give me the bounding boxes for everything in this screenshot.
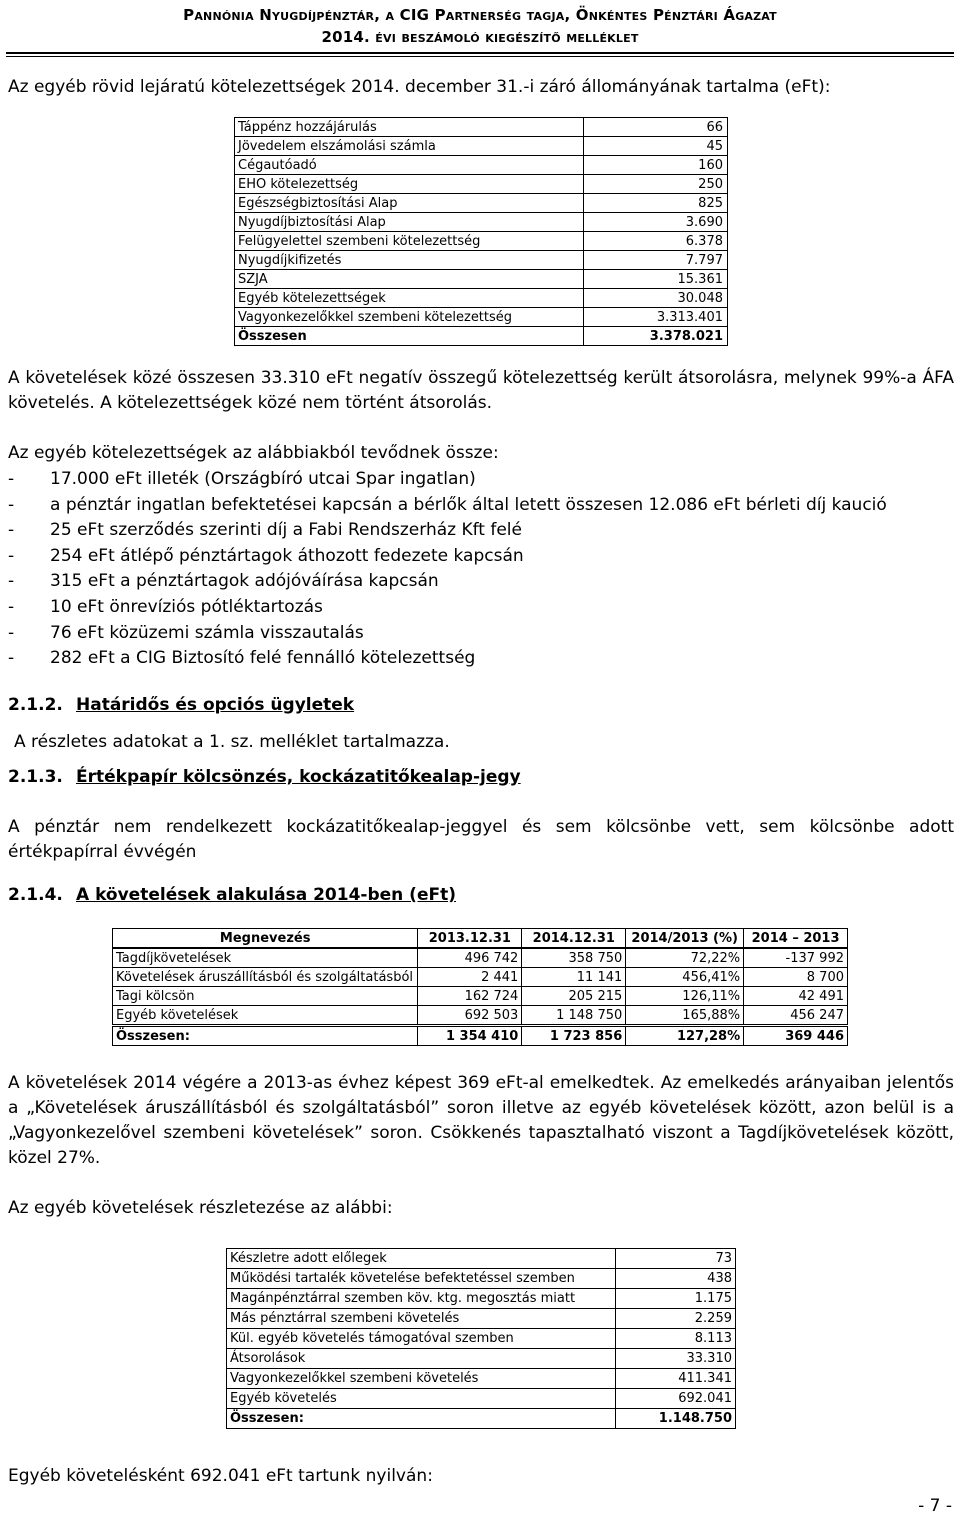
row-value: 33.310 [616,1349,736,1369]
row-value: 45 [584,137,728,156]
row-label: EHO kötelezettség [235,175,584,194]
section-title: A követelések alakulása 2014-ben (eFt) [76,885,456,905]
list-item-text: 254 eFt átlépő pénztártagok áthozott fedezete kapcsán [50,545,524,566]
table-cell: 456,41% [626,968,744,987]
row-value: 250 [584,175,728,194]
list-item-text: 282 eFt a CIG Biztosító felé fennálló kötelezettség [50,648,476,669]
table-row [227,1289,736,1309]
closing-text: Egyéb követelésként 692.041 eFt tartunk nyilván: [8,1466,433,1486]
row-label: Működési tartalék követelése befektetéssel szemben [227,1269,616,1289]
row-value: 1.175 [616,1289,736,1309]
row-label: Egyéb kötelezettségek [235,289,584,308]
table-cell: Tagi kölcsön [113,987,418,1006]
table-row [235,270,728,289]
row-label: Vagyonkezelőkkel szembeni kötelezettség [235,308,584,327]
row-label: Táppénz hozzájárulás [235,118,584,137]
header-divider [6,52,954,54]
table-row [227,1389,736,1409]
list-dash: - [8,648,15,669]
other-receivables-intro: Az egyéb követelések részletezése az alábbi: [8,1198,393,1218]
header-title: Pannónia Nyugdíjpénztár, a CIG Partnerség tagja, Önkéntes Pénztári Ágazat [183,6,777,24]
table-row [235,289,728,308]
row-value: 15.361 [584,270,728,289]
total-label: Összesen: [227,1409,616,1429]
row-value: 411.341 [616,1369,736,1389]
section-title: Értékpapír kölcsönzés, kockázatitőkealap-jegy [76,767,521,787]
row-value: 66 [584,118,728,137]
row-label: SZJA [235,270,584,289]
total-cell: Összesen: [113,1026,418,1046]
table-row [235,213,728,232]
total-label: Összesen [235,327,584,346]
list-item-text: 76 eFt közüzemi számla visszautalás [50,622,364,643]
table-cell: Követelések áruszállításból és szolgáltatásból [113,968,418,987]
list-dash: - [8,622,15,643]
list-dash: - [8,494,15,515]
column-header: 2014.12.31 [522,929,626,949]
table-row [113,968,848,987]
column-header: Megnevezés [113,929,418,949]
row-value: 3.690 [584,213,728,232]
row-value: 73 [616,1249,736,1269]
list-dash: - [8,520,15,541]
total-cell: 1 723 856 [522,1026,626,1046]
section-2-1-3-text: A pénztár nem rendelkezett kockázatitőkealap-jeggyel és sem kölcsönbe vett, sem kölcsönbe adott értékpapírral évvégén [8,817,954,862]
total-cell: 1 354 410 [418,1026,522,1046]
row-label: Átsorolások [227,1349,616,1369]
table-row [113,987,848,1006]
section-2-1-2-text: A részletes adatokat a 1. sz. melléklet tartalmazza. [14,732,450,752]
row-value: 160 [584,156,728,175]
total-value: 3.378.021 [584,327,728,346]
table-row [235,137,728,156]
receivables-paragraph: A követelések 2014 végére a 2013-as évhez képest 369 eFt-al emelkedtek. Az emelkedés arányaiban jelentős a „Követelések áruszállításból és szolgáltatásból” soron illetve az egyéb követelések között, azon belül is a „Vagyonkezelővel szembeni követelések” soron. Csökkenés tapasztalható viszont a Tagdíjkövetelések között, közel 27%. [8,1073,954,1168]
table-row [227,1249,736,1269]
section-number: 2.1.4. [8,885,63,905]
row-label: Cégautóadó [235,156,584,175]
section-number: 2.1.2. [8,695,63,715]
table-row [235,308,728,327]
row-label: Készletre adott előlegek [227,1249,616,1269]
table-cell: 42 491 [744,987,848,1006]
total-row [235,327,728,346]
row-label: Egészségbiztosítási Alap [235,194,584,213]
row-value: 825 [584,194,728,213]
table-cell: 126,11% [626,987,744,1006]
row-value: 3.313.401 [584,308,728,327]
list-dash: - [8,545,15,566]
table-cell: 11 141 [522,968,626,987]
list-dash: - [8,597,15,617]
header-divider-thin [6,56,954,57]
total-row [227,1409,736,1429]
table-cell: 456 247 [744,1006,848,1026]
intro-text: Az egyéb rövid lejáratú kötelezettségek 2014. december 31.-i záró állományának tartalma (eFt): [8,77,831,97]
liabilities-table [234,117,728,346]
total-cell: 369 446 [744,1026,848,1046]
list-item-text: a pénztár ingatlan befektetései kapcsán a bérlők által letett összesen 12.086 eFt bérleti díj kaució [50,494,887,515]
table-row [227,1309,736,1329]
reclass-paragraph: A követelések közé összesen 33.310 eFt negatív összegű kötelezettség került átsorolásra, melynek 99%-a ÁFA követelés. A kötelezettségek közé nem történt átsorolás. [8,368,954,413]
row-value: 438 [616,1269,736,1289]
table-cell: 496 742 [418,948,522,968]
list-item-text: 10 eFt önrevíziós pótléktartozás [50,597,323,617]
receivables-table [112,928,848,1046]
row-value: 692.041 [616,1389,736,1409]
table-row [235,175,728,194]
row-value: 30.048 [584,289,728,308]
table-row [235,118,728,137]
list-dash: - [8,469,15,489]
table-cell: 1 148 750 [522,1006,626,1026]
table-cell: 165,88% [626,1006,744,1026]
table-row [227,1369,736,1389]
row-label: Egyéb követelés [227,1389,616,1409]
table-cell: Tagdíjkövetelések [113,948,418,968]
page-number: - 7 - [918,1496,952,1516]
row-label: Kül. egyéb követelés támogatóval szemben [227,1329,616,1349]
column-header: 2013.12.31 [418,929,522,949]
list-item-text: 25 eFt szerződés szerinti díj a Fabi Rendszerház Kft felé [50,520,522,541]
table-row [113,948,848,968]
section-title: Határidős és opciós ügyletek [76,695,355,715]
row-value: 8.113 [616,1329,736,1349]
other-liabilities-list [8,469,954,669]
column-header: 2014 – 2013 [744,929,848,949]
total-cell: 127,28% [626,1026,744,1046]
table-row [227,1329,736,1349]
table-row [235,232,728,251]
row-value: 2.259 [616,1309,736,1329]
other-liabilities-intro: Az egyéb kötelezettségek az alábbiakból tevődnek össze: [8,443,499,463]
list-item-text: 315 eFt a pénztártagok adójóváírása kapcsán [50,571,439,592]
table-cell: 692 503 [418,1006,522,1026]
column-header: 2014/2013 (%) [626,929,744,949]
row-label: Nyugdíjbiztosítási Alap [235,213,584,232]
total-row [113,1026,848,1046]
table-row [235,194,728,213]
table-row [235,251,728,270]
table-cell: 72,22% [626,948,744,968]
section-number: 2.1.3. [8,767,63,787]
row-value: 7.797 [584,251,728,270]
table-cell: 358 750 [522,948,626,968]
row-label: Jövedelem elszámolási számla [235,137,584,156]
row-label: Nyugdíjkifizetés [235,251,584,270]
list-item-text: 17.000 eFt illeték (Országbíró utcai Spar ingatlan) [50,469,476,489]
table-row [227,1269,736,1289]
table-cell: 205 215 [522,987,626,1006]
table-cell: Egyéb követelések [113,1006,418,1026]
row-label: Magánpénztárral szemben köv. ktg. megosztás miatt [227,1289,616,1309]
table-cell: -137 992 [744,948,848,968]
total-value: 1.148.750 [616,1409,736,1429]
table-cell: 2 441 [418,968,522,987]
table-cell: 162 724 [418,987,522,1006]
row-label: Más pénztárral szembeni követelés [227,1309,616,1329]
row-value: 6.378 [584,232,728,251]
table-row [227,1349,736,1369]
row-label: Felügyelettel szembeni kötelezettség [235,232,584,251]
table-cell: 8 700 [744,968,848,987]
row-label: Vagyonkezelőkkel szembeni követelés [227,1369,616,1389]
header-subtitle: 2014. évi beszámoló kiegészítő melléklet [321,28,639,46]
table-row [113,1006,848,1026]
list-dash: - [8,571,15,592]
table-row [235,156,728,175]
other-receivables-table [226,1248,736,1429]
